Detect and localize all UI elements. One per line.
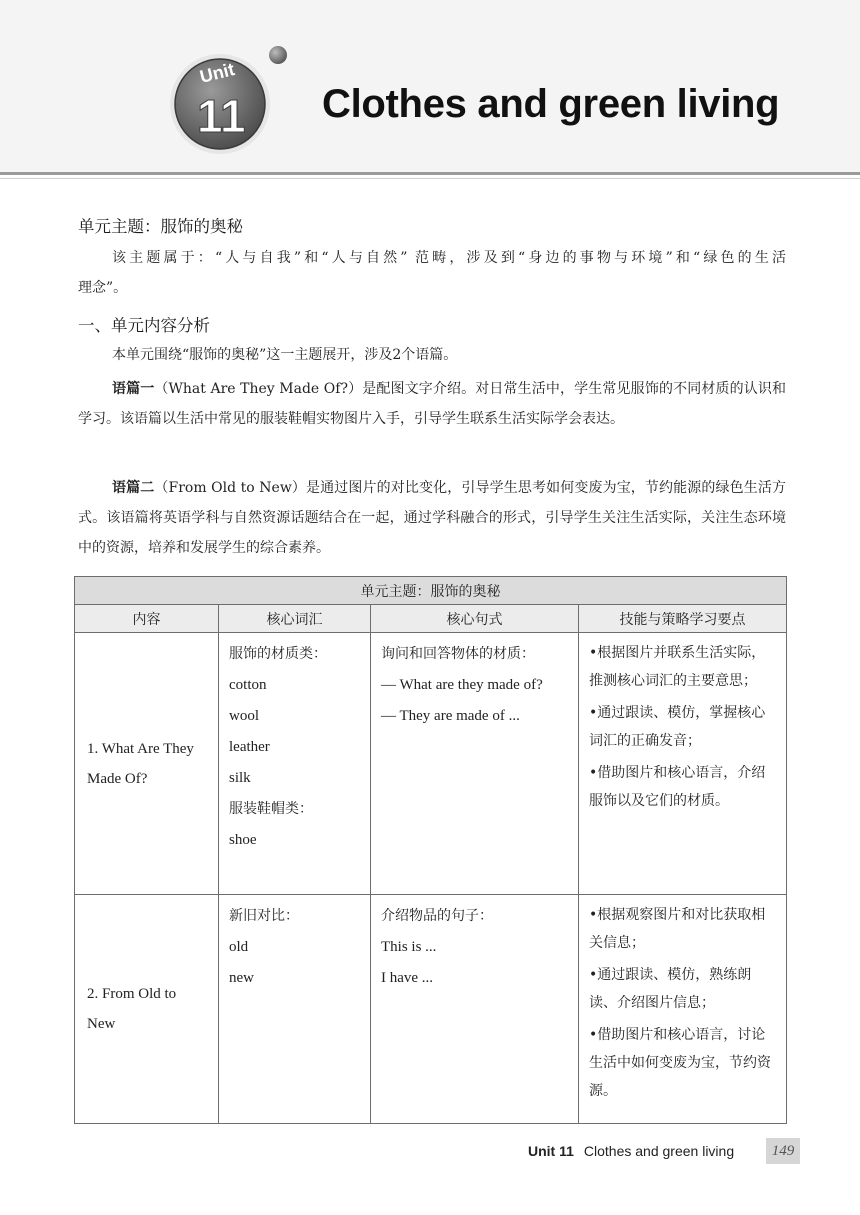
table-title: 单元主题：服饰的奥秘 bbox=[75, 577, 787, 605]
table-row bbox=[75, 633, 787, 895]
badge-number: 11 bbox=[197, 90, 246, 142]
sentence-item: — They are made of ... bbox=[381, 708, 520, 724]
vocab-item: old bbox=[229, 939, 249, 955]
theme-intro-line2: 理念”。 bbox=[78, 280, 128, 296]
column-header: 核心句式 bbox=[371, 605, 579, 633]
analysis-heading: 一、单元内容分析 bbox=[78, 316, 210, 335]
analysis-paragraph-2 bbox=[78, 374, 786, 434]
column-header: 内容 bbox=[75, 605, 219, 633]
table-header-row bbox=[75, 605, 787, 633]
footer-unit: Unit 11 bbox=[528, 1143, 574, 1159]
sentence-item: — What are they made of? bbox=[381, 677, 543, 693]
theme-intro-line1: 该主题属于：“人与自我”和“人与自然” 范畴，涉及到“身边的事物与环境”和“绿色的生活 bbox=[112, 250, 786, 266]
theme-intro bbox=[78, 243, 786, 303]
content-cell: 1. What Are They Made Of? bbox=[75, 633, 219, 895]
text-description: （What Are They Made Of?）是配图文字介绍。对日常生活中，学生常见服饰的不同材质的认识和学习。该语篇以生活中常见的服装鞋帽实物图片入手，引导学生联系生活实际学会表达。 bbox=[78, 381, 786, 427]
skills-cell bbox=[579, 633, 787, 895]
vocab-item: cotton bbox=[229, 677, 267, 693]
text-description: （From Old to New）是通过图片的对比变化，引导学生思考如何变废为宝，节约能源的绿色生活方式。该语篇将英语学科与自然资源话题结合在一起，通过学科融合的形式，引导学生关注生活实际，关注生态环境中的资源，培养和发展学生的综合素养。 bbox=[78, 480, 787, 556]
skill-point: •通过跟读、模仿，掌握核心词汇的正确发音； bbox=[589, 705, 766, 749]
page-number: 149 bbox=[766, 1138, 800, 1164]
page-footer bbox=[528, 1143, 734, 1159]
table-row bbox=[75, 895, 787, 1124]
vocab-item: shoe bbox=[229, 832, 257, 848]
vocab-item: 新旧对比： bbox=[229, 908, 299, 924]
skill-point: •借助图片和核心语言，介绍服饰以及它们的材质。 bbox=[589, 765, 766, 809]
sentence-item: This is ... bbox=[381, 939, 437, 955]
vocab-item: 服饰的材质类： bbox=[229, 646, 327, 662]
analysis-paragraph-3 bbox=[78, 473, 786, 563]
text-lead-label: 语篇二 bbox=[112, 480, 155, 496]
sentence-cell bbox=[371, 633, 579, 895]
unit-badge bbox=[168, 40, 296, 158]
skills-cell bbox=[579, 895, 787, 1124]
skill-point: •借助图片和核心语言，讨论生活中如何变废为宝，节约资源。 bbox=[589, 1027, 771, 1099]
vocab-cell bbox=[219, 895, 371, 1124]
header-divider-thin bbox=[0, 178, 860, 179]
sentence-cell bbox=[371, 895, 579, 1124]
vocab-cell bbox=[219, 633, 371, 895]
column-header: 核心词汇 bbox=[219, 605, 371, 633]
content-cell: 2. From Old to New bbox=[75, 895, 219, 1124]
footer-title: Clothes and green living bbox=[583, 1143, 735, 1159]
sentence-item: 询问和回答物体的材质： bbox=[381, 646, 535, 662]
text-lead-label: 语篇一 bbox=[112, 381, 155, 397]
vocab-item: 服装鞋帽类： bbox=[229, 801, 313, 817]
skill-point: •根据图片并联系生活实际，推测核心词汇的主要意思； bbox=[589, 645, 766, 689]
sentence-item: I have ... bbox=[381, 970, 434, 986]
header-divider bbox=[0, 172, 860, 175]
vocab-item: leather bbox=[229, 739, 270, 755]
table-title-row bbox=[75, 577, 787, 605]
skill-point: •通过跟读、模仿，熟练朗读、介绍图片信息； bbox=[589, 967, 752, 1011]
unit-summary-table bbox=[74, 576, 787, 1124]
page-title: Clothes and green living bbox=[322, 82, 780, 126]
skill-point: •根据观察图片和对比获取相关信息； bbox=[589, 907, 766, 951]
vocab-item: silk bbox=[229, 770, 251, 786]
vocab-item: new bbox=[229, 970, 254, 986]
badge-unit-label: Unit bbox=[197, 59, 237, 87]
column-header: 技能与策略学习要点 bbox=[579, 605, 787, 633]
vocab-item: wool bbox=[229, 708, 259, 724]
analysis-paragraph-1: 本单元围绕“服饰的奥秘”这一主题展开，涉及2个语篇。 bbox=[112, 347, 458, 363]
theme-heading: 单元主题：服饰的奥秘 bbox=[78, 217, 243, 236]
sentence-item: 介绍物品的句子： bbox=[381, 908, 493, 924]
